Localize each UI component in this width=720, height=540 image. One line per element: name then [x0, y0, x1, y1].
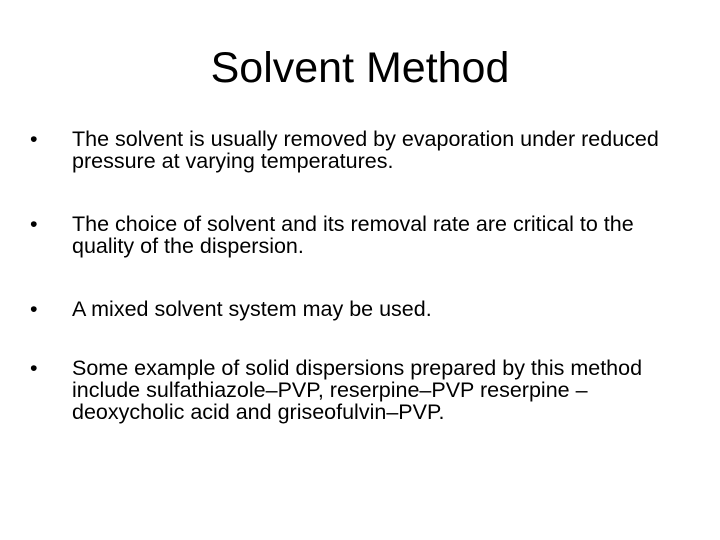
bullet-list	[30, 128, 690, 464]
bullet-text: The choice of solvent and its removal rate are critical to the quality of the dispersion.	[72, 212, 634, 258]
slide-title: Solvent Method	[210, 44, 510, 92]
bullet-text: The solvent is usually removed by evaporation under reduced pressure at varying temperatures.	[72, 127, 659, 173]
bullet-item	[30, 213, 690, 257]
bullet-marker: •	[30, 356, 38, 380]
bullet-marker: •	[30, 127, 38, 151]
bullet-item	[30, 357, 690, 423]
bullet-text: A mixed solvent system may be used.	[72, 297, 432, 321]
bullet-marker: •	[30, 297, 38, 321]
bullet-item	[30, 128, 690, 172]
bullet-marker: •	[30, 212, 38, 236]
bullet-text: Some example of solid dispersions prepared by this method include sulfathiazole–PVP, reserpine–PVP reserpine – deoxycholic acid and griseofulvin–PVP.	[72, 356, 643, 424]
bullet-item	[30, 298, 690, 320]
